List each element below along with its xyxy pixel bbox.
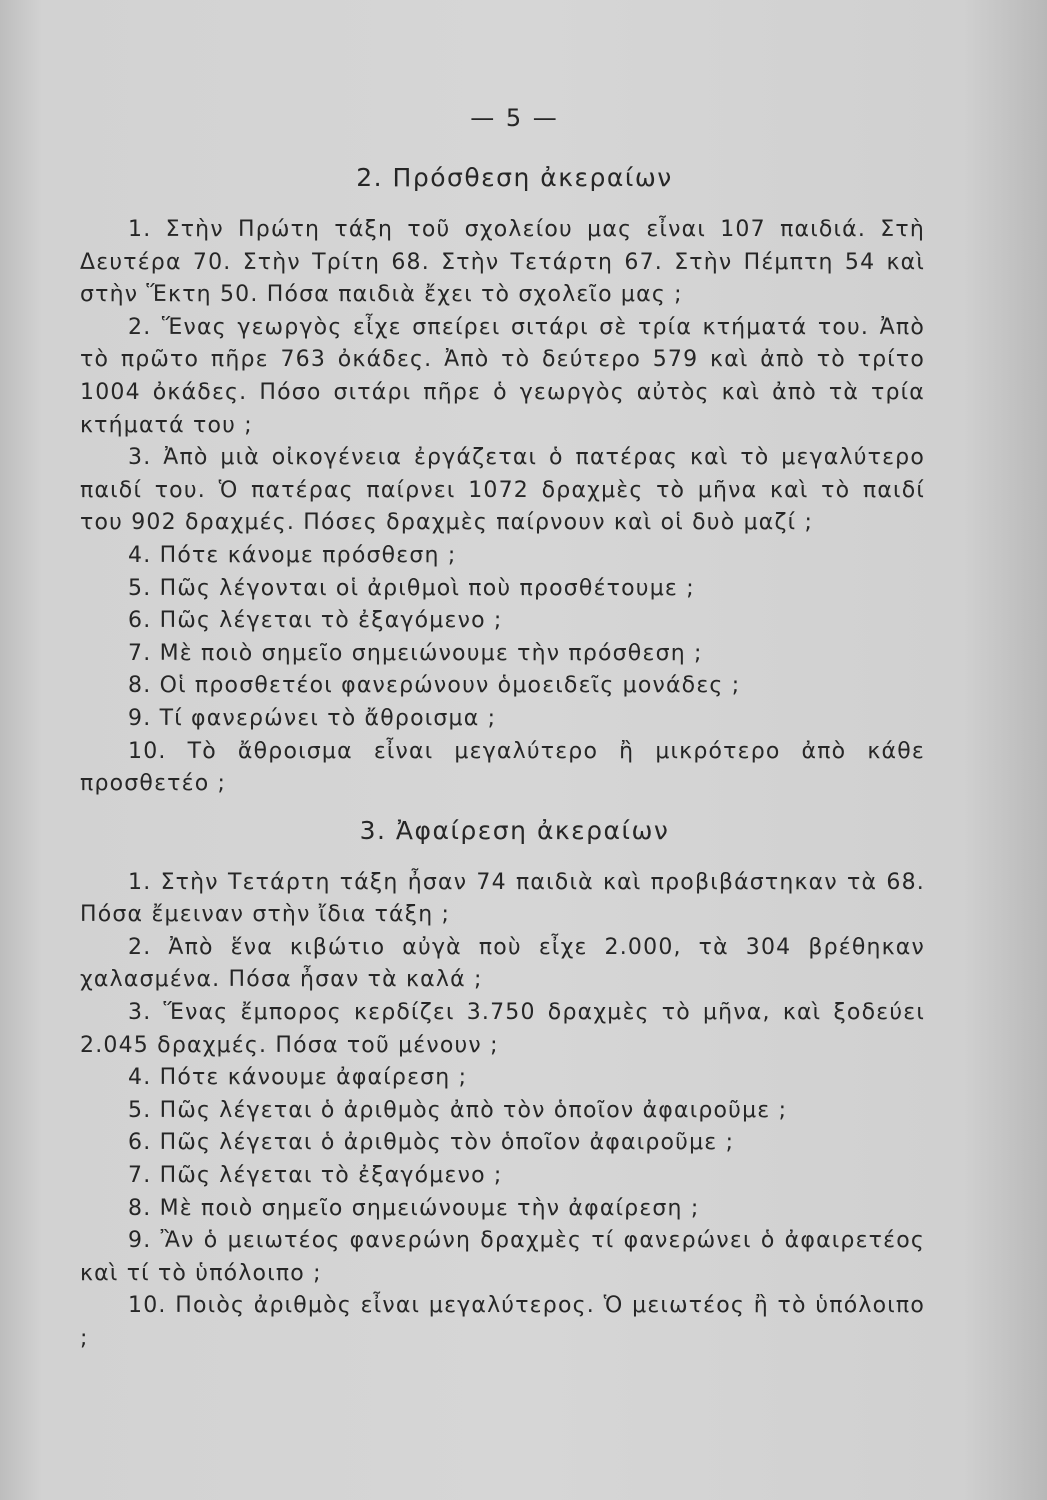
exercise-item: 1. Στὴν Πρώτη τάξη τοῦ σχολείου μας εἶναι 107 παιδιά. Στὴ Δευτέρα 70. Στὴν Τρίτη 68. Στὴν Τετάρτη 67. Στὴν Πέμπτη 54 καὶ στὴν Ἕκτη 50. Πόσα παιδιὰ ἔχει τὸ σχολεῖο μας ; xyxy=(80,217,925,308)
exercise-item: 6. Πῶς λέγεται ὁ ἀριθμὸς τὸν ὁποῖον ἀφαιροῦμε ; xyxy=(128,1130,735,1156)
exercise-item: 3. Ἀπὸ μιὰ οἰκογένεια ἐργάζεται ὁ πατέρας καὶ τὸ μεγαλύτερο παιδί του. Ὁ πατέρας παίρνει 1072 δραχμὲς τὸ μῆνα καὶ τὸ παιδί του 902 δραχμές. Πόσες δραχμὲς παίρνουν καὶ οἱ δυὸ μαζί ; xyxy=(80,445,925,536)
exercise-item: 2. Ἕνας γεωργὸς εἶχε σπείρει σιτάρι σὲ τρία κτήματά του. Ἀπὸ τὸ πρῶτο πῆρε 763 ὀκάδες. Ἀπὸ τὸ δεύτερο 579 καὶ ἀπὸ τὸ τρίτο 1004 ὀκάδες. Πόσο σιτάρι πῆρε ὁ γεωργὸς αὐτὸς καὶ ἀπὸ τὰ τρία κτήματά του ; xyxy=(80,314,925,438)
exercise-item: 8. Μὲ ποιὸ σημεῖο σημειώνουμε τὴν ἀφαίρεση ; xyxy=(128,1195,700,1221)
page-number: — 5 — xyxy=(470,104,559,132)
exercise-item: 1. Στὴν Τετάρτη τάξη ἦσαν 74 παιδιὰ καὶ προβιβάστηκαν τὰ 68. Πόσα ἔμειναν στὴν ἴδια τάξη ; xyxy=(80,869,925,928)
addition-exercises xyxy=(80,214,925,801)
exercise-item: 4. Πότε κάνομε πρόσθεση ; xyxy=(128,542,457,568)
exercise-item: 3. Ἕνας ἔμπορος κερδίζει 3.750 δραχμὲς τὸ μῆνα, καὶ ξοδεύει 2.045 δραχμές. Πόσα τοῦ μένουν ; xyxy=(80,1000,925,1058)
section-title-subtraction: 3. Ἀφαίρεση ἀκεραίων xyxy=(359,815,670,845)
subtraction-exercises xyxy=(80,867,925,1356)
exercise-item: 5. Πῶς λέγεται ὁ ἀριθμὸς ἀπὸ τὸν ὁποῖον ἀφαιροῦμε ; xyxy=(128,1097,788,1123)
exercise-item: 10. Ποιὸς ἀριθμὸς εἶναι μεγαλύτερος. Ὁ μειωτέος ἢ τὸ ὑπόλοιπο ; xyxy=(80,1293,925,1351)
exercise-item: 7. Μὲ ποιὸ σημεῖο σημειώνουμε τὴν πρόσθεση ; xyxy=(128,640,703,666)
exercise-item: 2. Ἀπὸ ἕνα κιβώτιο αὐγὰ ποὺ εἶχε 2.000, τὰ 304 βρέθηκαν χαλασμένα. Πόσα ἦσαν τὰ καλά ; xyxy=(80,934,925,993)
exercise-item: 8. Οἱ προσθετέοι φανερώνουν ὁμοειδεῖς μονάδες ; xyxy=(128,673,741,699)
exercise-item: 5. Πῶς λέγονται οἱ ἀριθμοὶ ποὺ προσθέτουμε ; xyxy=(128,575,695,601)
section-title-addition: 2. Πρόσθεση ἀκεραίων xyxy=(356,163,673,192)
exercise-item: 9. Ἂν ὁ μειωτέος φανερώνη δραχμὲς τί φανερώνει ὁ ἀφαιρετέος καὶ τί τὸ ὑπόλοιπο ; xyxy=(80,1228,925,1286)
exercise-item: 7. Πῶς λέγεται τὸ ἐξαγόμενο ; xyxy=(128,1163,503,1189)
exercise-item: 9. Τί φανερώνει τὸ ἄθροισμα ; xyxy=(128,705,497,731)
exercise-item: 6. Πῶς λέγεται τὸ ἐξαγόμενο ; xyxy=(128,608,503,634)
exercise-item: 4. Πότε κάνουμε ἀφαίρεση ; xyxy=(128,1065,468,1091)
exercise-item: 10. Τὸ ἄθροισμα εἶναι μεγαλύτερο ἢ μικρότερο ἀπὸ κάθε προσθετέο ; xyxy=(80,738,925,797)
